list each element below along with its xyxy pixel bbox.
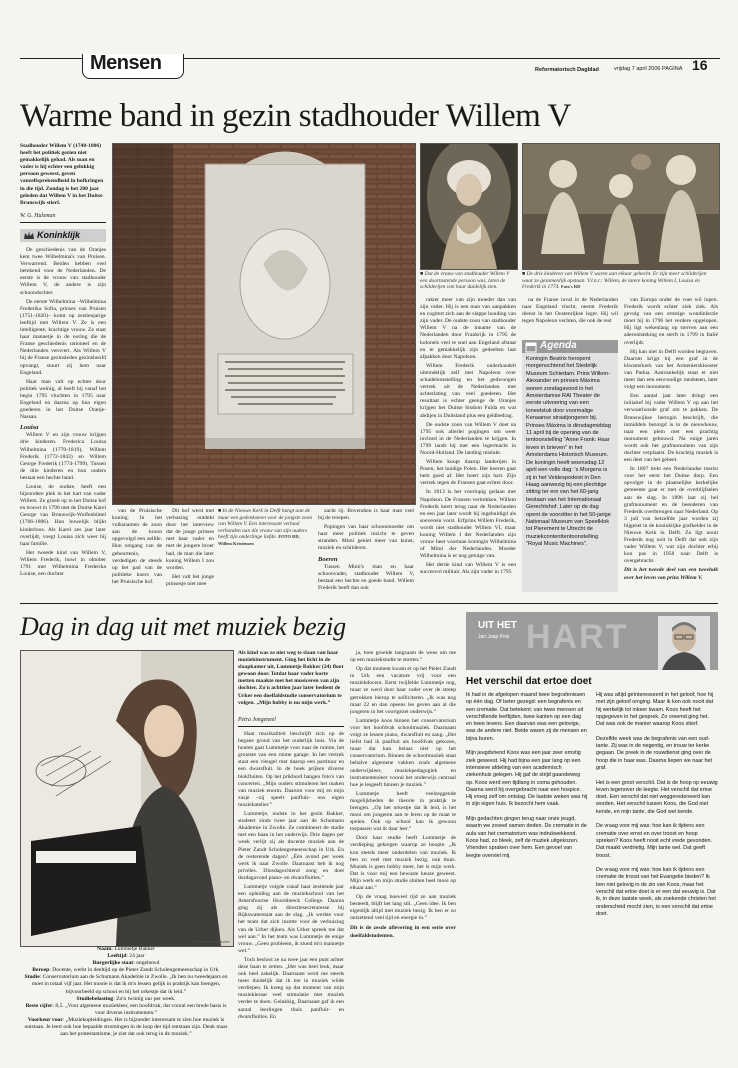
paragraph: van de Pruisische koning. In het volksnamen de zoon aan de kroon opgevolgd een zelfde. Hun omgang van de gebeurtenis, verdedigen de steeds op het pad van de politieke koers van het Pruisische hof. xyxy=(112,508,162,585)
paragraph: De geschiedenis van de Oranjes kent twee Wilhelmina's van Pruisen. Verwarrend. Beiden hebben veel betekend voor de Nederlanden. De eerste is de vrouw van stadhouder Willem V, de andere is zijn schoondochter. xyxy=(20,247,106,296)
agenda-text: Koningin Beatrix heropent morgenochtend het Stedelijk Museum Schiedam. Prins Willem-Alexander en prinses Máxima wonen zondagavond in het Amsterdamse RAI Theater de eerste uitvoering van een toneelstuk door voormalige Kenaanse straatjongeren bij. Prinses Máxima is dinsdagmiddag 11 april bij de opening van de tentoonstelling "Anne Frank: Haar leven in brieven" in het Amsterdams Historisch Museum. De koningin heeft woensdag 12 april een volle dag: 's Morgens is zij in het Veldespodeist in Den Haag aanwezig bij een plechtige zitting ter ere van het 60-jarig bestaan van het Internationaal Gerechtshof. Later op de dag opent de voorzitter in het 50-jarige Nationaal Museum van Speelklok tot Pierement te Utrecht de muziekcontenttentoonstelling "Royal Music Machines". xyxy=(526,356,611,548)
paragraph: Willem V en zijn vrouw krijgen drie kinderen. Frederica Louisa Wilhelmina (1770-1819), Willem Frederik (1772-1843) en Willem George Frederik (1774-1799). Tussen de drie kinderen en hun ouders bestaat een hechte band. xyxy=(20,432,106,481)
article1-intro: Stadhouder Willem V (1748-1806) heeft het politiek gezien niet gemakkelijk gehad. Als man en vader is hij echter een gelukkig persoon geweest, geven vanzelfsprekendheid in hofkringen in die tijd. Zondag is het 200 jaar geleden dat Willem V in het Duitse Brunswijk stierf. xyxy=(20,143,104,206)
article1-byline: W. G. Hulsman xyxy=(20,213,56,219)
calendar-icon xyxy=(525,341,537,353)
profile-label: Burgerlijke staat xyxy=(92,960,134,967)
paragraph: Hij kan niet in Delft worden begraven. Daarom krijgt hij een graf in de kloosterkerk van het Armeniersklooster van Padua. Aanvankelijk staat er niet meer dan een eenvoudige randsteen, later volgt een monument. xyxy=(624,348,718,391)
paragraph: In 1807 trekt een Nederlandse toerist voor het eerst het Duitse dorp. Een opvolger in de plaatselijke kerkelijke gemeente gaat er met de overblijfselen aan de slag. In 1896 laat zij hel grafmonument en de beenderen van Frederik overbrengen naar Nederland. Op 3 juli van hetzelfde jaar worden zij bijgezet in de koninklijke grafkelder in de Nieuwe Kerk in Delft. Zo ligt nooit Frederik nog ooit in Delft dat ook zijn vader Willem V, wat zijn dochter erbij kon pas in 1958 naar Delft is overgebracht. xyxy=(624,466,718,565)
paragraph: Het tweede kind van Willem V, Willem Frederik, huwt in oktober 1791 met Wilhelmina Frederika Louise, een dochter xyxy=(20,549,106,578)
paragraph: zacht rij. Bovendien is haar man veel bij de troepen. xyxy=(318,508,414,522)
profile-value: Zo'n twintig uur per week. xyxy=(116,995,176,1002)
paragraph: Lummetje, oudste in het gezin Bakker, studeert sinds twee jaar aan de Schumann Akademie in Zwolle. Ze combineert de studie met een baan in het onderwijs. Drie dagen per week verlijt zij als docente muziek aan de Pieter Zandt Scholengemeenschap in Urk. En de resterende dagen? „Één avond per week werk ik naar Zwolle. Daarnaast heb ik nog privéles. Dinsdagochtend zong en doet dordagavond piano- en dwarsfluitles.” xyxy=(238,811,344,881)
article2-headline: Dag in dag uit met muziek bezig xyxy=(20,612,346,641)
paragraph: Het valt het jonge prinsesje niet mee xyxy=(166,573,214,587)
article1-headline: Warme band in gezin stadhouder Willem V xyxy=(20,98,571,134)
profile-value: Lummetje Bakker xyxy=(114,946,155,952)
bullet-icon: ■ xyxy=(420,271,424,277)
paragraph: ja, toen groeide langzaam de wens om me op een muziekstudie te storten.” xyxy=(350,650,456,664)
profile-value: 24 jaar xyxy=(129,953,145,960)
columnist-name: Jan Jaap Pels xyxy=(478,634,510,640)
profile-label: Studie xyxy=(24,974,40,981)
profile-label: Beste cijfer xyxy=(25,1002,53,1009)
profile-value: 8,5. „Voor algemene muziekleer, een hoofdvak, dat vooral een brede basis is voor diverse instrumenten.” xyxy=(55,1002,227,1016)
profile-grade: Beste cijfer: 8,5. „Voor algemene muziekleer, een hoofdvak, dat vooral een brede basis is voor diverse instrumenten.” xyxy=(25,1002,227,1016)
caption-text: Dat de vrouw van stadhouder Willem V een doortastende persoon was, laten de schilderijen van haar duidelijk zien. xyxy=(420,271,510,291)
series-note: Dit is de zesde aflevering in een serie over doelfaldstudenten. xyxy=(350,925,456,939)
paper-name: Reformatorisch Dagblad xyxy=(535,67,599,73)
paragraph: Een aantal jaar later dringt een initiatief bij vader Willem V op aan het verwaarloosde graf om te pakken. De Brunswijkse hertogin beschrijft, die inmiddels bezorgd is in de nieuwbouw, naar een plein met een prachtig monument gebouwd. Na enige jaren wordt ook het grafmonument van zijn dochter verplaatst. De krachtig muziek is een deel van het geheel. xyxy=(624,393,718,464)
profile-value: ongehuwd xyxy=(136,960,160,967)
column-banner xyxy=(466,612,718,670)
profile-value: „Muziekopleidingen. Het is bijzonder interessant te zien hoe muziek is ontstaan. Je leert ook hoe bepaalde stromingen in de loop der tijd ontstaan zijn. Denk maar aan het protestantisme, je ziet dat ook terug in de muziek.” xyxy=(24,1016,228,1038)
series-note: Dit is het tweede deel van een tweeluik over het leven van prins Willem V. xyxy=(624,567,718,581)
profile-value: Docente, werkt in deeltijd op de Pieter Zandt Scholengemeenschap in Urk. xyxy=(52,967,220,974)
profile-job: Beroep: Docente, werkt in deeltijd op de Pieter Zandt Scholengemeenschap in Urk. xyxy=(32,967,220,974)
paragraph: Haar muzikaliteit beschrijft zich op de begane grond van het ouderlijk huis. Via de houten gaat Lummetje voor naar de ruimte, het grootste van een ruime garage. In het vertrek staat een vleugel met daarop een partituur en een dwarsfluit. In de hoek prijken diverse blokfluiten. Op het prikbord hangen foto's van concerten. „Mijn ouders stimuleren het maken van muziek enorm. Daarom voor mij en mijn zusje –zij speelt panfluit– ons eigen muziekatelier.” xyxy=(238,731,344,808)
profile-label: Beroep xyxy=(32,967,50,974)
paragraph: rakter meer van zijn moeder dan van zijn vader. Hij is een man van aanpakken en cogitert zich aan de slappe houding van zijn vader. De oudste zoon van stadhouder Willem V na de inname van de Nederlanden door Frankrijk in 1795 de kolonels veel te snel aan Engeland afstaat en te gemakkelijk zijn gedeelten laat afpakken door Napoleon. xyxy=(420,297,516,360)
tag-label: Koninklijk xyxy=(37,230,81,240)
article1-col3 xyxy=(166,508,214,592)
article2-col1 xyxy=(238,731,344,1061)
page-date xyxy=(614,66,682,72)
date-text: vrijdag 7 april 2006 xyxy=(614,66,661,72)
column-text-1: Ik had in de afgelopen maand twee begrafenissen op één dag. Of beter gezegd: een begrafenis en een crematie. Dat betekent: van twee mensen uit verschillende leeftijden, twee kanten op een dag en twee levens. Een daarvan was een gelovige, was de andere niet. Beide waren zij de mensen en bijna buren. Mijn jeugdvriend Koos was een jaar zeer ernstig ziek geweest. Hij had bijna een jaar lang op een intensieve afdeling van een academisch ziekenhuis gelegen. Hij gaf de strijd gaandeweg op. Koos werd een tijdlang in coma gehouden. Daarna werd hij overgebracht naar een hospice. Hij vroeg zelf om ontslag. De laatste weken was hij in zijn eigen huis. Ik bezocht hem vaak. Mijn gedachten gingen terug naar onze jeugd, waarin we zoveel samen deden. De crematie in de aula van het crematorium was indrukwekkend. Koos had, zo bleek, zelf de muziek uitgekozen. Vrienden spraken over hem. Een gevoel van leegte overviel mij. xyxy=(466,692,588,859)
article1-col4 xyxy=(318,508,414,592)
student-photo xyxy=(20,650,234,947)
paragraph: van Europa onder de voet wil lopen. Frederik wordt echter ziek ziek. Als gevolg van een ernstige wondinfectie moet hij in 1796 het verdere opgelopen. Hij ligt wekenlang op sterven aan een aderontsteking en sterft in 1799 in Italië overlijdt. xyxy=(624,297,718,346)
paragraph: Door haar studie heeft Lummetje de verdieping gekregen waarop ze hoopte. „Ik kon steeds meer onderdelen van muziek. Ik ben zo veel met muziek bezig, ook thuis. Muziek is geen hobby meer, het is mijn werk. Dat is voor mij een bewuste keuze geweest. Mijn werk en mijn studie sluiten heel mooi op elkaar aan.” xyxy=(350,835,456,891)
profile-study: Studie: Conservatorium aan de Schumann Akademie in Zwolle. „Ik ben nu tweedejaars en moet in totaal vijf jaar. Het mooie is dat ik m'n lessen gelijk in praktijk kan brengen, bijvoorbeeld op school en bij het orkestje dat ik leid.” xyxy=(24,974,228,995)
profile-label: Leeftijd xyxy=(107,953,127,960)
subhead-louise: Louisa xyxy=(20,424,39,432)
paragraph: In 1813 is het voorlopig gedaan met Napoleon. De Fransen vertrekken. Willem Frederik keert terug naar de Nederlanden en een jaar later wordt hij ingehuldigd als soeverein vorst. Erfprins Willem Frederik, wordt niet stadhouder Willem VI, maar koning Willem I der Nederlanden zijn vrouw heet voortaan koningin Wilhelmina of Mimi der Nederlanden. Moeder Wilhelmina is er nog getuige van. xyxy=(420,489,516,560)
agenda-title: Agenda xyxy=(540,340,577,351)
monument-photo xyxy=(112,143,416,505)
paragraph: Dit hof werd met verbazing ontdekt door het interview dat de jonge prinses met haar vader en met de jongere broer had, de man die later koning Willem I zou worden. xyxy=(166,508,214,571)
article1-col5 xyxy=(420,297,516,592)
banner-small-text: UIT HET xyxy=(478,620,517,631)
section-divider xyxy=(20,603,718,604)
koninklijk-tag xyxy=(20,229,106,242)
agenda-box xyxy=(522,340,618,592)
portrait-caption xyxy=(420,271,516,291)
bullet-icon: ■ xyxy=(218,508,222,514)
column-title: Het verschil dat ertoe doet xyxy=(466,676,592,687)
profile-preference: Voorkeur voor: „Muziekopleidingen. Het is bijzonder interessant te zien hoe muziek is ontstaan. Je leert ook hoe bepaalde stromingen in de loop der tijd ontstaan zijn. Denk maar aan het protestantisme, je ziet dat ook terug in de muziek.” xyxy=(24,1016,228,1038)
paragraph: Lummetje heeft veelzeggende mogelijkheden de theorie in praktijk te brengen. „Op het orkestje dat ik leid, is het mooi om jongeren aan te leren op de maat te spelen. Ook op school kan ik gewoon toepassen wat ik daar leer.” xyxy=(350,790,456,833)
bullet-icon: ■ xyxy=(522,271,526,277)
profile-box xyxy=(20,946,232,1058)
paragraph: Willem koopt daarop landerijen in Posen, het huidige Polen. Het boeren gaat hem goed af. Het boert zijn hart. Zijn vertrek tegen de Fransen gaat echter door. xyxy=(420,459,516,487)
agenda-header xyxy=(522,340,618,353)
columnist-illustration xyxy=(658,616,710,670)
paragraph: Tussen Mimi's man en haar schoonvader, stadhouder Willem V, bestaat een hechte en goede band. Willem Frederik heeft dan ook xyxy=(318,563,414,591)
caption-text: De drie kinderen van Willem V waren aan elkaar gehecht. Er zijn meer schilderijen waar ze gezamenlijk opstaan. V.l.n.r.: Willem, de latere koning Willem I, Louisa en Frederik in 1774. xyxy=(522,271,707,291)
profile-label: Voorkeur voor xyxy=(27,1016,63,1023)
children-painting-photo xyxy=(522,143,720,270)
paragraph: Op dat moment kwam er op het Pieter Zandt in Urk een vacature vrij voor een muziekdocent. Eerst twijfelde Lummetje nog, maar ze werd door haar vader over de streep getrokken hierop te solliciteren. „Ik was nog maar 22 en dan opeens les geven aan al die jongeren in het voortgezet onderwijs.” xyxy=(350,666,456,715)
paragraph: Willem Frederik onderhandelt uiteindelijk zelf met Napoleon over schadeloosstelling en het gedwongen vertrek uit de Nederlanden met achterlating van veel goederen. Het resultaat is echter geenge de Oranjes krijgen het Duitse bisdom Fulda en wat abdijen in Duitsland plus een geldbedrag. xyxy=(420,362,516,419)
paragraph: Haar man valt op echter door politiek weinig, al heeft hij vanaf het begin 1795 vluchten in 1795 naar Engeland en daarna op hun eigen goederen in het Duitse Oranje-Nassau. xyxy=(20,378,106,421)
student-illustration xyxy=(21,651,233,946)
byline-rule xyxy=(20,222,106,223)
children-illustration xyxy=(523,144,719,269)
paragraph: Toch besloot ze na twee jaar een punt achter deze baan te zetten. „Het was heel leuk, maar ook heel zakelijk. Daarnaast werd me steeds meer duidelijk dat ik me in muziek wilde verdiepen. Ik kreeg op dat moment van mijn muziekleraar veel stimulatie met muziek verder te doen. Gelukkig, Daarnaast gaf ik een aantal leerlingen thuis panfluit- en dwarsfluitles. En xyxy=(238,956,344,1020)
page-number: 16 xyxy=(692,57,708,73)
monument-caption xyxy=(218,508,314,548)
caption-text: In de Nieuwe Kerk in Delft hangt aan de muur een gedenksteen voor de jongste zoon van Willem V. Een interessant verhaal verbonden aan die vrouw van zijn ouders heeft zijn onderlinge liefde. xyxy=(218,508,313,541)
article1-col7 xyxy=(624,297,718,597)
paragraph: De eerste Wilhelmina –Wilhelmina Frederika Sofia, prinses van Pruisen (1751-1820)– komt op zestienjarige leeftijd met Willem V. Ze is een intelligente, krachtige vrouw. Ze staat haar mannetje in de oorlog die de Franse geschiedenis rationeel en de Nederlanden verovert. Als Willem V bij de Franse gezinsleden gezinshoofd opvangt, stuurt zij hem naar Engeland. xyxy=(20,298,106,376)
crown-icon xyxy=(22,229,36,242)
paragraph: Lummetje volgde vanaf haar zestiende jaar een opleiding aan de muziekschool van het Amersfoortse Hoornbeeck College. Daarna ging zij als directiesecretaresse bij Rijkswaterstaat aan de slag. „Ik werkte voor het team dat zich inzette voor de verhuizing van de Urker dijken. Als Urker spreek me dat wel aan.” In het team was Lummetje de enige vrouw. „Geen probleem, ik stond m'n mannetje wel.” xyxy=(238,883,344,954)
photo-credit: Foto Henk Visscher xyxy=(195,939,230,944)
profile-label: Studiebelasting xyxy=(76,995,114,1002)
profile-name: Naam: Lummetje Bakker xyxy=(97,946,155,952)
article2-byline: Petra Jongeneel xyxy=(238,717,276,723)
children-caption xyxy=(522,271,718,291)
profile-label: Naam xyxy=(97,946,112,952)
banner-big-text: HART xyxy=(526,618,629,656)
subhead-boeren: Boeren xyxy=(318,555,338,563)
article1-col6 xyxy=(522,297,618,327)
page-label: PAGINA xyxy=(662,66,683,72)
profile-status: Burgerlijke staat: ongehuwd xyxy=(92,960,160,967)
profile-age: Leeftijd: 24 jaar xyxy=(107,953,145,960)
portrait-photo xyxy=(420,143,518,270)
paragraph: Op de vraag hoeveel tijd ze aan muziek besteedt, blijft het lang stil. „Geen idee. Ik ben eigenlijk altijd met muziek bezig. Ik ben er zo ontzettend veel tijd en energie in.” xyxy=(350,894,456,922)
article2-intro: Als kind was ze niet weg te slaan van haar muziekinstrument. Ging het licht in de slaapkamer uit, Lummetje Bakker (24) floot gewoon door. Totdat haar vader korte metten maakte met het musiceren van zijn dochter. Zo'n achttien jaar later bedient de Urker een doelfaldstudie conservatorium te volgen. „Mijn hobby is nu mijn werk.” xyxy=(238,650,344,706)
paragraph: Het derde kind van Willem V is een succesvol militair. Als zijn vader in 1795 xyxy=(420,562,516,576)
article1-col2 xyxy=(112,508,162,592)
profile-value: Conservatorium aan de Schumann Akademie in Zwolle. „Ik ben nu tweedejaars en moet in totaal vijf jaar. Het mooie is dat ik m'n lessen gelijk in praktijk kan brengen, bijvoorbeeld op school en bij het orkestje dat ik leid.” xyxy=(31,974,228,995)
paragraph: De oudste zoon van Willem V doet na 1795 ook allerlei pogingen om weer invloed in de Nederlanden te krijgen. In 1799 landt hij met een legermacht in Noord-Holland. De landing mislukt. xyxy=(420,421,516,456)
profile-load: Studiebelasting: Zo'n twintig uur per week. xyxy=(76,995,176,1002)
paragraph: Popingen van haar schoonmoeder om haar meer politiek inzicht te geven stranden. Mimi geniet meer van kunst, muziek en schilderen. xyxy=(318,524,414,552)
article2-col2 xyxy=(350,650,456,1060)
section-title: Mensen xyxy=(90,52,162,74)
brick-wall-illustration xyxy=(113,144,415,504)
columnist-photo xyxy=(658,616,710,670)
article1-col1 xyxy=(20,247,106,592)
paragraph: na de Franse inval in de Nederlanden naar Engeland vlucht, neemt Frederik dienst in het Oostenrijkse leger. Hij wil tegen Napoleon vechten, die ook de rest xyxy=(522,297,618,325)
portrait-illustration xyxy=(421,144,517,269)
photo-credit: Foto's RD xyxy=(561,284,581,290)
paragraph: Louise, de oudste, heeft een bijzondere plek in het hart van vader Willem. Ze groeit op in het Duitse hof en trouwt in 1790 met de Duitse Karel George van Brunswijk-Wolfenbüttel (1766-1806). Hun huwelijk blijkt kinderloos. Als Karel zes jaar later overlijdt, voegt Louisa zich weer bij haar familie. xyxy=(20,484,106,547)
byline-rule xyxy=(238,726,344,727)
paragraph: Lummetje koos binnen het conservatorium voor het hoofdvak schoolmuziek. Daarnaast volgt ze lessen piano, dwarsfluit en zang. „Het liefst had ik panfluit als hoofdvak gekozen, maar dat kan helaas niet op het conservatorium. Binnen de schoolmuziek staat behalve algemene vakken zoals algemene onderwijsleer, muziekpedagogiek en instrumentenleer vooral het onderwijs centraal hoe je lesgeeft binnen je muziek.” xyxy=(350,717,456,788)
photo-credit: FOTO RD, Willem Kristensen xyxy=(218,534,300,546)
column-text-2: Hij was altijd geïnteresseerd in het geloof, hoe hij met zijn geloof omging. Maar ik kon ook nooit dat hij werkelijk tot inkeer kwam. Koos heeft het opgegeven in het gesprek. Zo vreemd ging het. Dat was ook de manier waarop Koos stierf. Dezelfde week was de begrafenis van een oud-tante. Zij was in de negentig, en trouw ter kerke gegaan. De preek in de rouwdienst ging over de hoop die in haar was. Daarna liepen we naar het graf. Het is een groot verschil. Dat is de hoop op eeuwig leven tegenover de leegte. Het verschil dat ertoe doet. Een verschil dat niet weggeredeneerd kan worden. Het verschil tussen Koos, die God niet kende, en mijn tante, die God wel kende. De vraag voor mij was: hoe kan ik tijdens een crematie over ernst en over troost en hoop spreken? Koos heeft nooit echt vrede gevonden. Dat maakt verdrietig. Mijn tante wel. Dat geeft troost. De vraag voor mij was: hoe kan ik tijdens een crematie de troost van het Evangelie bieden? Ik ben niet gelovig in de zin van Koos, maar het verschil dat ertoe doet is er een dat eeuwig is. Dat ik, in deze laatste week, als zoekende christen het onderscheid mocht zien, is een verschil dat ertoe doet. xyxy=(596,692,718,917)
